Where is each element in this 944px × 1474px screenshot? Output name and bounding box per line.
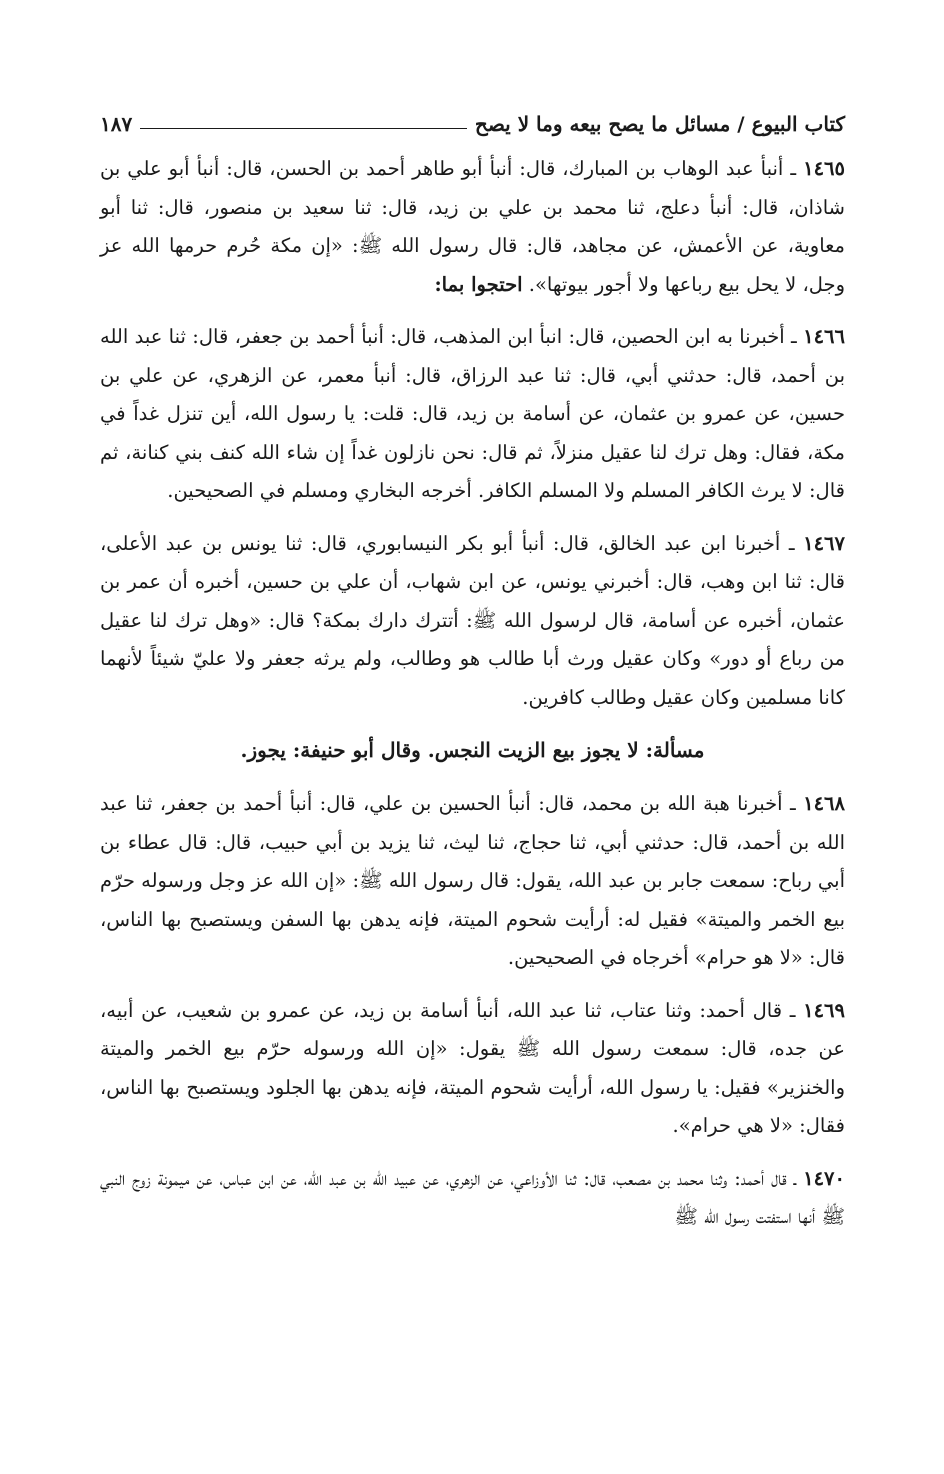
hadith-number: ١٤٦٦ [803,325,845,348]
hadith-text: ـ قال أحمد: وثنا عتاب، ثنا عبد الله، أنبأ أسامة بن زيد، عن عمرو بن شعيب، عن أبيه، عن جده، قال: سمعت رسول الله ﷺ يقول: «إن الله ورسوله حرّم بيع الخمر والميتة والخنزير» فقيل: يا رسول الله، أرأيت شحوم الميتة، فإنه يدهن بها الجلود ويستصبح بها الناس، فقال: «لا هي حرام». [100,998,845,1137]
hadith-number: ١٤٦٧ [803,531,845,555]
issue-heading: مسألة: لا يجوز بيع الزيت النجس. وقال أبو حنيفة: يجوز. [240,738,705,762]
hadith-text: ـ قال أحمد: وثنا محمد بن مصعب، قال: ثنا الأوزاعي، عن الزهري، عن عبيد الله بن عبد الله، عن ابن عباس، عن ميمونة زوج النبي ﷺ أنها استفتت رسول الله ﷺ [100,1166,845,1228]
page-number: ١٨٧ [100,112,133,136]
header-rule [140,128,467,129]
hadith-text: ـ أنبأ عبد الوهاب بن المبارك، قال: أنبأ أبو طاهر أحمد بن الحسن، قال: أنبأ أبو علي بن شاذان، قال: أنبأ دعلج، ثنا محمد بن علي بن زيد، قال: ثنا سعيد بن منصور، قال: ثنا أبو معاوية، عن الأعمش، عن مجاهد، قال: قال رسول الله ﷺ: «إن مكة حُرم حرمها الله عز وجل، لا يحل بيع رباعها ولا أجور بيوتها». [100,157,845,296]
hadith-paragraph-1466 [100,318,845,511]
book-page [100,100,845,1400]
hadith-paragraph-1467 [100,525,845,718]
hadith-text: ـ أخبرنا ابن عبد الخالق، قال: أنبأ أبو بكر النيسابوري، قال: ثنا يونس بن عبد الأعلى، قال: ثنا ابن وهب، قال: أخبرني يونس، عن ابن شهاب، أن علي بن حسين، أخبره أن عمر بن عثمان، أخبره عن أسامة، قال لرسول الله ﷺ: أتترك دارك بمكة؟ قال: «وهل ترك لنا عقيل من رباع أو دور» وكان عقيل ورث أبا طالب هو وطالب، ولم يرثه جعفر ولا عليّ شيئاً لأنهما كانا مسلمين وكان عقيل وطالب كافرين. [100,531,845,709]
hadith-text: ـ أخبرنا هبة الله بن محمد، قال: أنبأ الحسين بن علي، قال: أنبأ أحمد بن جعفر، ثنا عبد الله بن أحمد، قال: حدثني أبي، ثنا حجاج، ثنا ليث، ثنا يزيد بن أبي حبيب، قال: قال عطاء بن أبي رباح: سمعت جابر بن عبد الله، يقول: قال رسول الله ﷺ: «إن الله عز وجل ورسوله حرّم بيع الخمر والميتة» فقيل له: أرأيت شحوم الميتة، فإنه يدهن بها السفن ويستصبح بها الناس، قال: «لا هو حرام» أخرجاه في الصحيحين. [100,792,845,969]
running-head [100,100,845,136]
hadith-paragraph-1468 [100,785,845,978]
hadith-number: ١٤٧٠ [803,1166,845,1190]
hadith-paragraph-1470 [100,1160,845,1237]
hadith-paragraph-1469 [100,992,845,1146]
hadith-paragraph-1465 [100,150,845,304]
hadith-number: ١٤٦٨ [803,792,845,815]
hadith-text: ـ أخبرنا به ابن الحصين، قال: انبأ ابن المذهب، قال: أنبأ أحمد بن جعفر، قال: ثنا عبد الله بن أحمد، قال: حدثني أبي، قال: ثنا عبد الرزاق، قال: أنبأ معمر، عن الزهري، عن علي بن حسين، عن عمرو بن عثمان، عن أسامة بن زيد، قال: قلت: يا رسول الله، أين تنزل غداً في مكة، فقال: وهل ترك لنا عقيل منزلاً، ثم قال: نحن نازلون غداً إن شاء الله كنف بني كنانة، ثم قال: لا يرث الكافر المسلم ولا المسلم الكافر. أخرجه البخاري ومسلم في الصحيحين. [100,325,845,502]
hadith-number: ١٤٦٩ [803,998,845,1022]
hadith-number: ١٤٦٥ [803,157,845,180]
chapter-title: كتاب البيوع / مسائل ما يصح بيعه وما لا يصح [474,112,845,136]
hadith-bold-tail: احتجوا بما: [434,272,523,296]
